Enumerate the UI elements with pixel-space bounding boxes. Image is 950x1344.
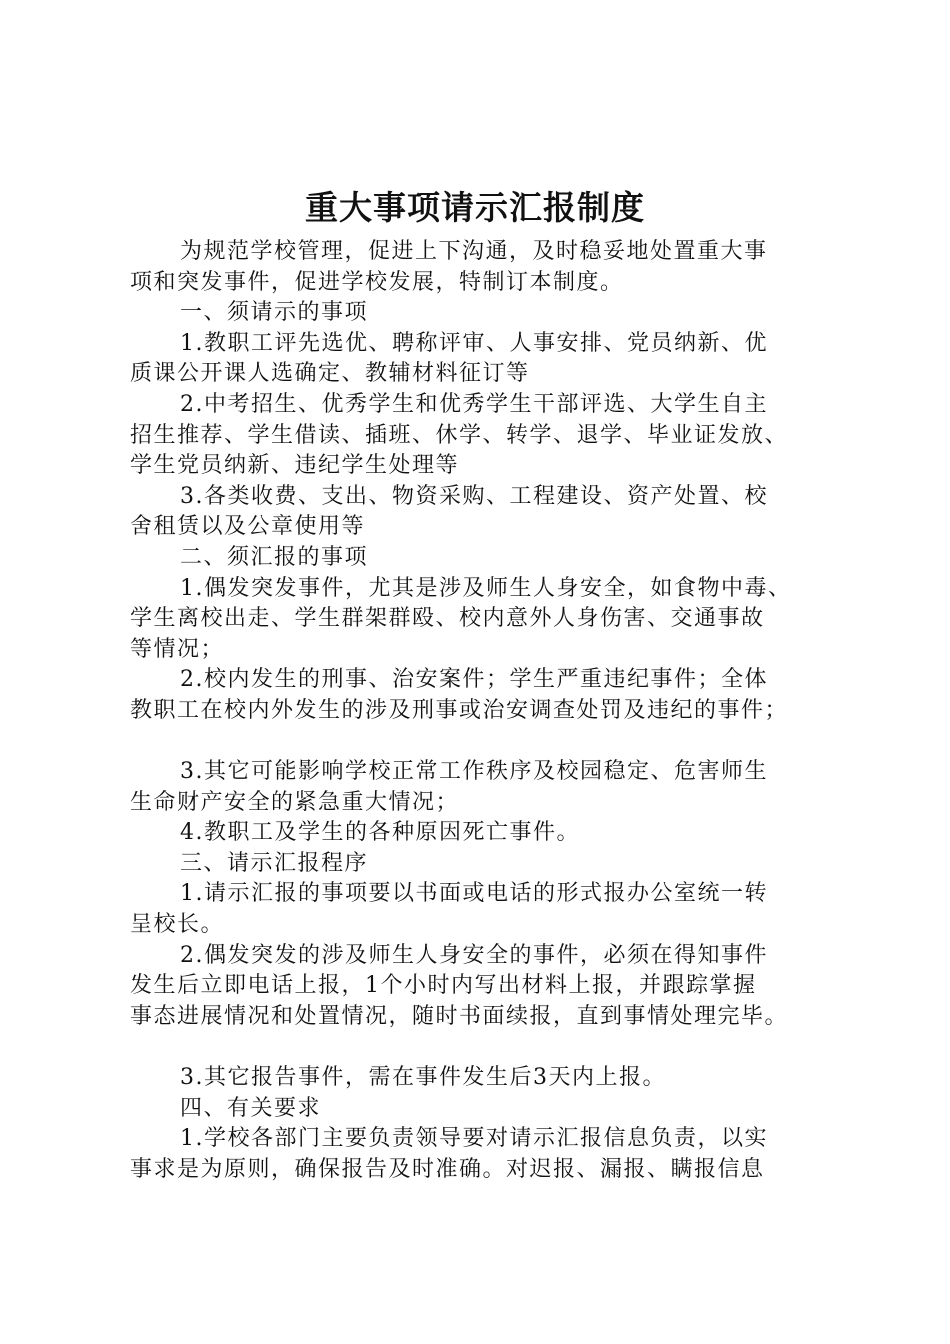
- section-heading-3: 三、请示汇报程序: [180, 850, 369, 876]
- blank-line: [130, 727, 850, 758]
- list-item: 1.请示汇报的事项要以书面或电话的形式报办公室统一转: [180, 881, 768, 907]
- list-item-cont: 招生推荐、学生借读、插班、休学、转学、退学、毕业证发放、: [130, 422, 789, 448]
- list-item-cont: 发生后立即电话上报，1个小时内写出材料上报，并跟踪掌握: [130, 973, 757, 999]
- blank-line: [130, 1032, 850, 1063]
- section-heading-2: 二、须汇报的事项: [180, 544, 369, 570]
- list-item-cont: 呈校长。: [130, 912, 225, 938]
- list-item: 3.各类收费、支出、物资采购、工程建设、资产处置、校: [180, 483, 768, 509]
- list-item: 3.其它报告事件，需在事件发生后3天内上报。: [180, 1065, 666, 1091]
- list-item: 4.教职工及学生的各种原因死亡事件。: [180, 820, 580, 846]
- list-item-cont: 生命财产安全的紧急重大情况；: [130, 789, 460, 815]
- list-item: 3.其它可能影响学校正常工作秩序及校园稳定、危害师生: [180, 759, 768, 785]
- list-item-cont: 舍租赁以及公章使用等: [130, 514, 366, 540]
- list-item-cont: 质课公开课人选确定、教辅材料征订等: [130, 361, 530, 387]
- list-item-cont: 等情况；: [130, 636, 225, 662]
- list-item: 1.学校各部门主要负责领导要对请示汇报信息负责，以实: [180, 1126, 768, 1152]
- list-item-cont: 学生党员纳新、违纪学生处理等: [130, 453, 460, 479]
- list-item: 1.教职工评先选优、聘称评审、人事安排、党员纳新、优: [180, 330, 768, 356]
- section-heading-1: 一、须请示的事项: [180, 300, 369, 326]
- document-title: 重大事项请示汇报制度: [305, 188, 645, 227]
- list-item: 2.偶发突发的涉及师生人身安全的事件，必须在得知事件: [180, 942, 768, 968]
- document-body: [130, 237, 850, 1185]
- list-item: 1.偶发突发事件，尤其是涉及师生人身安全，如食物中毒、: [180, 575, 792, 601]
- list-item-cont: 学生离校出走、学生群架群殴、校内意外人身伤害、交通事故: [130, 606, 765, 632]
- list-item-cont: 事态进展情况和处置情况，随时书面续报，直到事情处理完毕。: [130, 1003, 789, 1029]
- list-item: 2.校内发生的刑事、治安案件；学生严重违纪事件；全体: [180, 667, 768, 693]
- paragraph-intro: 为规范学校管理，促进上下沟通，及时稳妥地处置重大事: [180, 239, 768, 264]
- paragraph-intro-cont: 项和突发事件，促进学校发展，特制订本制度。: [130, 269, 624, 295]
- list-item-cont: 事求是为原则，确保报告及时准确。对迟报、漏报、瞒报信息: [130, 1156, 765, 1182]
- section-heading-4: 四、有关要求: [180, 1095, 322, 1121]
- list-item: 2.中考招生、优秀学生和优秀学生干部评选、大学生自主: [180, 391, 768, 417]
- list-item-cont: 教职工在校内外发生的涉及刑事或治安调查处罚及违纪的事件；: [130, 697, 789, 723]
